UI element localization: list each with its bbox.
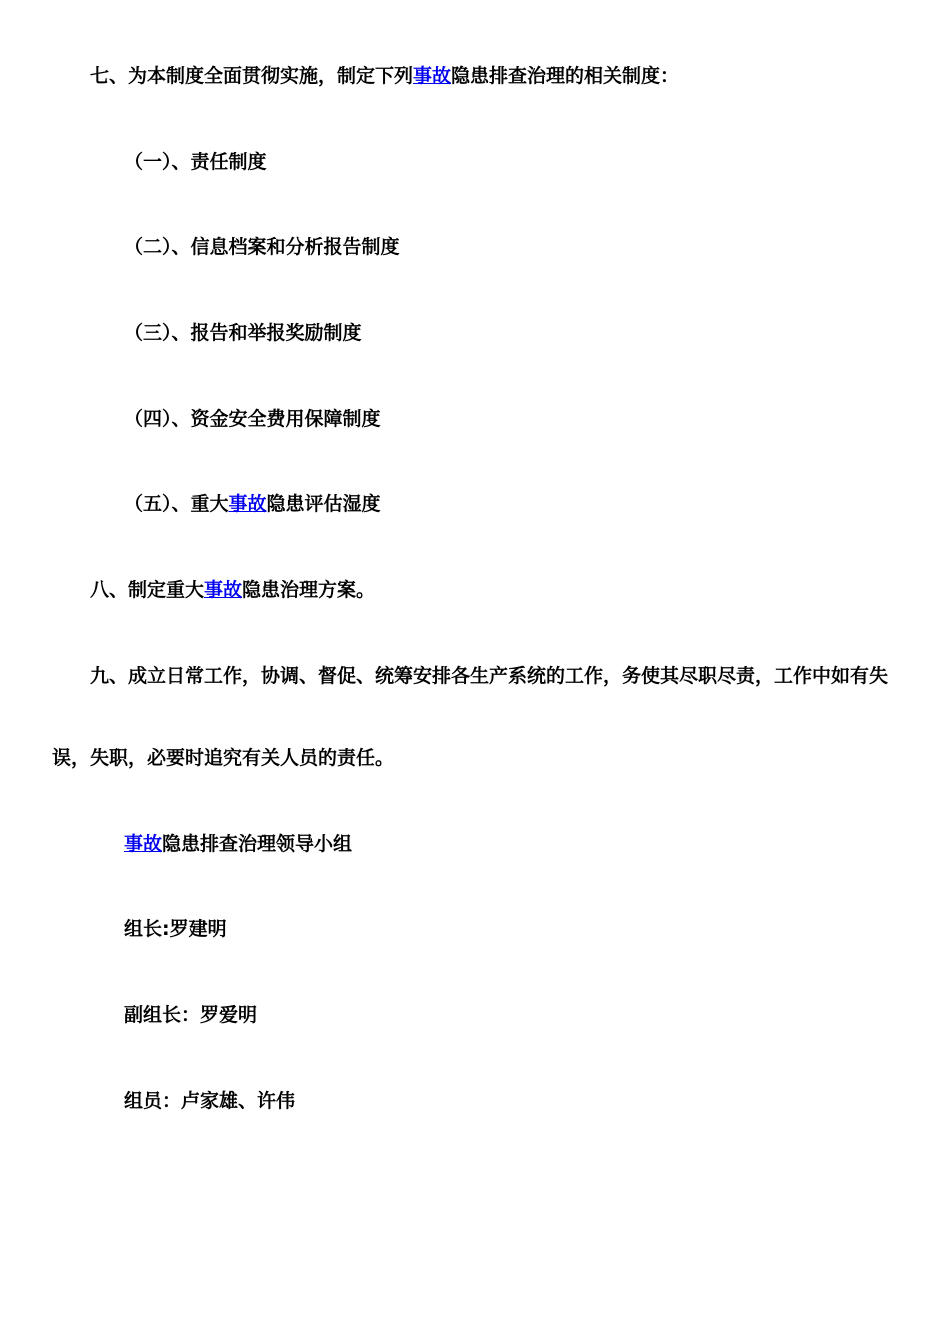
team-heading xyxy=(124,832,352,856)
paragraph-8-text-after: 隐患治理方案。 xyxy=(242,579,376,601)
sub-item-5-text-after: 隐患评估湿度 xyxy=(266,493,381,515)
team-leader: 组长:罗建明 xyxy=(124,918,227,940)
sub-item-3: （三）、报告和举报奖励制度 xyxy=(124,322,362,344)
team-deputy-leader: 副组长：罗爱明 xyxy=(124,1004,258,1026)
paragraph-9-line-1: 九、成立日常工作，协调、督促、统筹安排各生产系统的工作，务使其尽职尽责，工作中如有失 xyxy=(90,665,889,687)
accident-link[interactable]: 事故 xyxy=(228,493,267,515)
sub-item-5-text-before: （五）、重大 xyxy=(124,493,229,515)
paragraph-8-text-before: 八、制定重大 xyxy=(90,579,205,601)
paragraph-7 xyxy=(90,64,679,88)
paragraph-8 xyxy=(90,578,375,602)
team-members: 组员：卢家雄、许伟 xyxy=(124,1090,296,1112)
paragraph-9-line-2: 误，失职，必要时追究有关人员的责任。 xyxy=(52,747,395,769)
accident-link[interactable]: 事故 xyxy=(413,65,452,87)
team-heading-text: 隐患排查治理领导小组 xyxy=(162,833,353,855)
sub-item-1: （一）、责任制度 xyxy=(124,151,267,173)
accident-link[interactable]: 事故 xyxy=(124,833,163,855)
sub-item-4: （四）、资金安全费用保障制度 xyxy=(124,408,381,430)
sub-item-2: （二）、信息档案和分析报告制度 xyxy=(124,236,400,258)
accident-link[interactable]: 事故 xyxy=(204,579,243,601)
paragraph-7-text-before: 七、为本制度全面贯彻实施，制定下列 xyxy=(90,65,414,87)
paragraph-7-text-after: 隐患排查治理的相关制度： xyxy=(451,65,680,87)
sub-item-5 xyxy=(124,492,381,516)
